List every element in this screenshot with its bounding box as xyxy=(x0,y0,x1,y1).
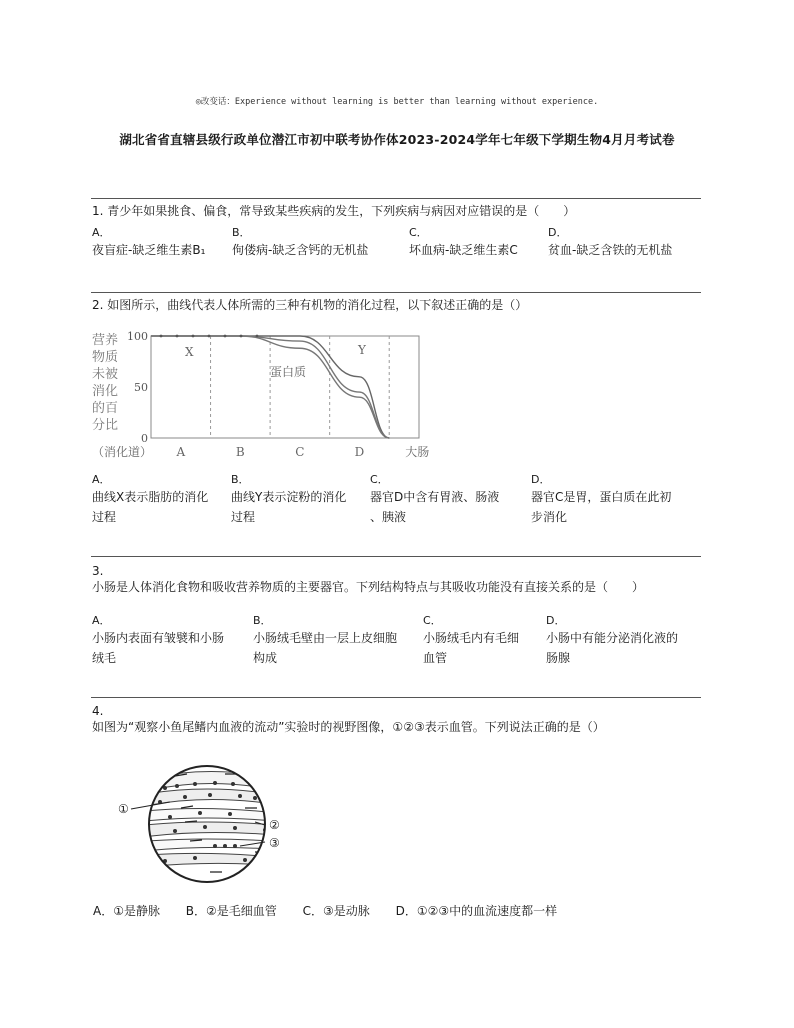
digestion-chart xyxy=(90,326,450,466)
q1-option-b[interactable] xyxy=(232,226,368,260)
option-text-line2: 、胰液 xyxy=(370,510,407,524)
q2-option-c[interactable] xyxy=(370,473,499,527)
option-text-line1: 器官C是胃，蛋白质在此初 xyxy=(531,490,672,504)
divider xyxy=(91,556,701,557)
ylabel-line: 营养 xyxy=(92,333,119,348)
data-point xyxy=(160,335,163,338)
option-text: 贫血-缺乏含铁的无机盐 xyxy=(548,243,673,257)
option-letter: D． xyxy=(548,226,568,239)
option-letter: D． xyxy=(546,614,566,627)
q3-number: 3. xyxy=(92,564,104,578)
divider xyxy=(91,292,701,293)
data-point xyxy=(240,335,243,338)
q4-option-a[interactable]: A．①是静脉 xyxy=(93,904,160,918)
y-tick-label: 0 xyxy=(141,432,148,445)
option-letter: B． xyxy=(232,226,251,239)
q3-text: 小肠是人体消化食物和吸收营养物质的主要器官。下列结构特点与其吸收功能没有直接关系的是（ ） xyxy=(92,580,645,594)
x-tick-label: D xyxy=(354,445,365,459)
ylabel-line: 消化 xyxy=(92,384,119,399)
data-point xyxy=(176,335,179,338)
option-letter: B． xyxy=(231,473,250,486)
option-text-line2: 血管 xyxy=(423,651,448,665)
option-text-line2: 绒毛 xyxy=(92,651,117,665)
q2-text: 2. 如图所示，曲线代表人体所需的三种有机物的消化过程，以下叙述正确的是（） xyxy=(92,298,528,312)
x-axis-label: （消化道） xyxy=(92,445,153,459)
series-label: X xyxy=(185,345,194,359)
q3-option-a[interactable] xyxy=(92,614,224,668)
ylabel-line: 未被 xyxy=(92,367,119,382)
option-text: 夜盲症-缺乏维生素B₁ xyxy=(92,243,206,257)
option-text-line1: 小肠绒毛壁由一层上皮细胞 xyxy=(253,631,398,645)
option-letter: B． xyxy=(253,614,272,627)
option-text-line2: 过程 xyxy=(92,510,117,524)
x-tick-label: C xyxy=(295,445,305,459)
ylabel-line: 的百 xyxy=(92,401,119,416)
ylabel-line: 分比 xyxy=(92,418,119,433)
q2-option-a[interactable] xyxy=(92,473,208,527)
q2-option-b[interactable] xyxy=(231,473,346,527)
option-text-line1: 器官D中含有胃液、肠液 xyxy=(370,490,500,504)
q3-option-b[interactable] xyxy=(253,614,397,668)
data-point xyxy=(224,335,227,338)
option-text-line2: 步消化 xyxy=(531,510,568,524)
q1-option-d[interactable] xyxy=(548,226,672,260)
q4-number: 4. xyxy=(92,704,104,718)
option-letter: C． xyxy=(409,226,428,239)
q3-option-c[interactable] xyxy=(423,614,519,668)
page-title: 湖北省省直辖县级行政单位潜江市初中联考协作体2023-2024学年七年级下学期生物4月月考试卷 xyxy=(119,132,675,147)
option-text: 坏血病-缺乏维生素C xyxy=(409,243,518,257)
digestion-chart-svg xyxy=(90,326,450,466)
ylabel-line: 物质 xyxy=(92,350,119,365)
vessel-label-3: ③ xyxy=(269,836,280,850)
q4-option-d[interactable]: D．①②③中的血流速度都一样 xyxy=(395,904,558,918)
option-text-line1: 小肠绒毛内有毛细 xyxy=(423,631,520,645)
option-letter: C． xyxy=(370,473,389,486)
x-tick-label: A xyxy=(176,445,186,459)
option-text-line1: 小肠中有能分泌消化液的 xyxy=(546,631,679,645)
option-text: 佝偻病-缺乏含钙的无机盐 xyxy=(232,243,369,257)
y-tick-label: 100 xyxy=(127,330,148,343)
option-text-line1: 曲线Y表示淀粉的消化 xyxy=(231,490,347,504)
option-text-line2: 过程 xyxy=(231,510,256,524)
q2-option-d[interactable] xyxy=(531,473,671,527)
q4-options xyxy=(93,902,579,919)
option-letter: A． xyxy=(92,614,111,627)
q4-option-b[interactable]: B．②是毛细血管 xyxy=(185,904,277,918)
q3-option-d[interactable] xyxy=(546,614,678,668)
q4-option-c[interactable]: C．③是动脉 xyxy=(302,904,370,918)
vessel-label-2: ② xyxy=(269,818,280,832)
series-label: 蛋白质 xyxy=(270,365,307,379)
q4-text: 如图为“观察小鱼尾鳍内血液的流动”实验时的视野图像，①②③表示血管。下列说法正确的是（） xyxy=(92,720,605,734)
option-letter: A． xyxy=(92,226,111,239)
motto: ◎改变话：Experience without learning is better than learning without experience. xyxy=(195,97,599,107)
data-point xyxy=(208,335,211,338)
y-axis-label xyxy=(92,333,118,433)
vessel-label-1: ① xyxy=(118,802,129,816)
option-letter: D． xyxy=(531,473,551,486)
x-tick-label: 大肠 xyxy=(405,445,430,459)
option-text-line2: 肠腺 xyxy=(546,651,571,665)
q1-option-a[interactable] xyxy=(92,226,205,260)
series-label: Y xyxy=(358,343,366,357)
option-letter: C． xyxy=(423,614,442,627)
x-tick-label: B xyxy=(235,445,245,459)
divider xyxy=(91,198,701,199)
data-point xyxy=(256,335,259,338)
divider xyxy=(91,697,701,698)
y-tick-label: 50 xyxy=(134,381,148,394)
data-point xyxy=(192,335,195,338)
option-text-line1: 小肠内表面有皱襞和小肠 xyxy=(92,631,225,645)
fish-tail-diagram xyxy=(115,762,300,892)
option-letter: A． xyxy=(92,473,111,486)
q1-option-c[interactable] xyxy=(409,226,518,260)
option-text-line1: 曲线X表示脂肪的消化 xyxy=(92,490,209,504)
q1-text: 1. 青少年如果挑食、偏食，常导致某些疾病的发生，下列疾病与病因对应错误的是（ ） xyxy=(92,204,576,218)
option-text-line2: 构成 xyxy=(253,651,278,665)
